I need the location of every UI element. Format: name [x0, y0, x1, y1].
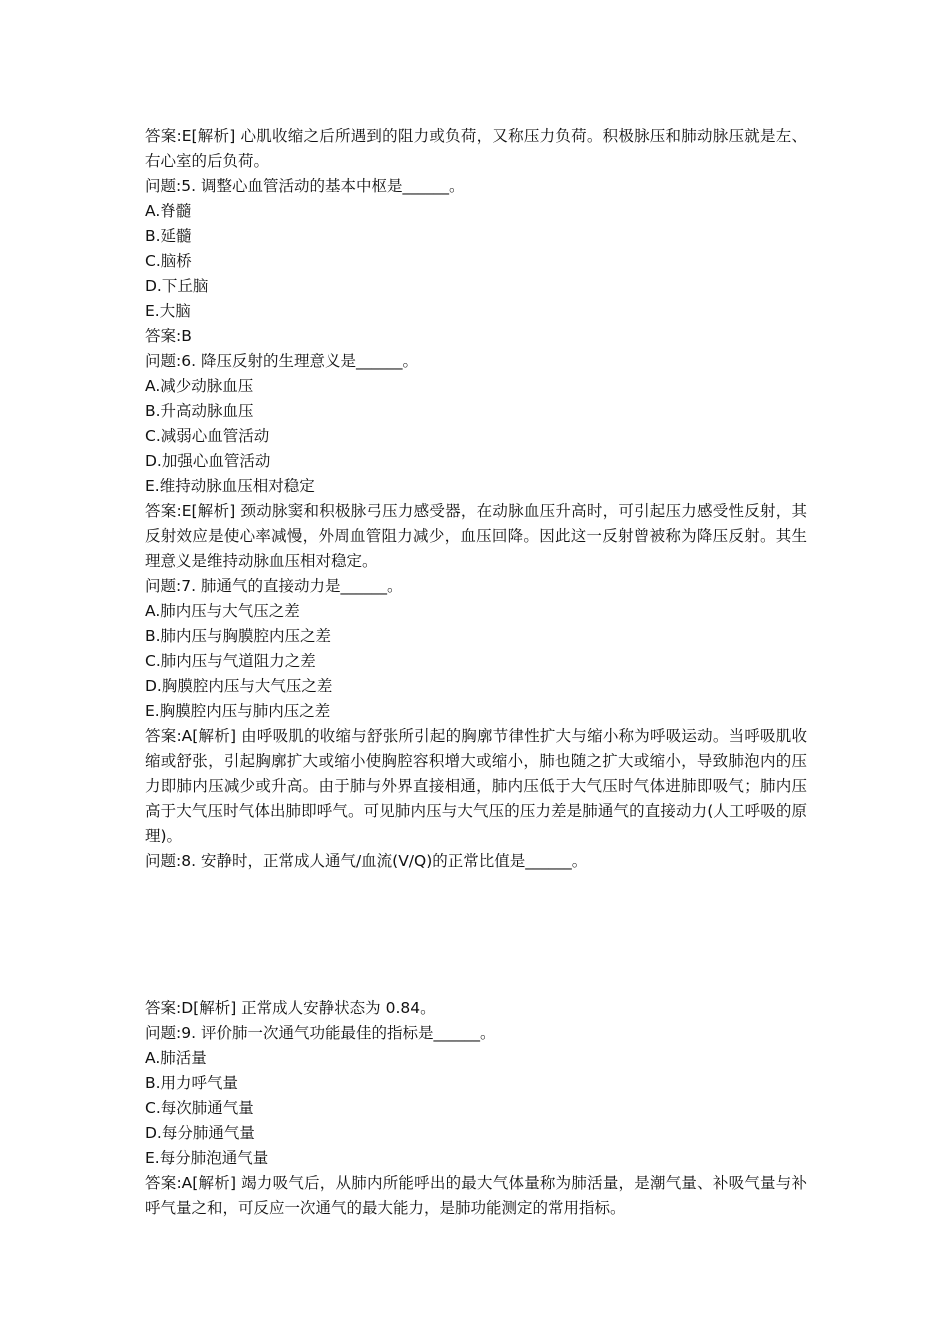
question-6: 问题:6. 降压反射的生理意义是______。	[145, 352, 418, 370]
option-q9-d: D.每分肺通气量	[145, 1124, 255, 1142]
answer-q4: 答案:E[解析] 心肌收缩之后所遇到的阻力或负荷，又称压力负荷。积极脉压和肺动脉压就是左、右心室的后负荷。	[145, 127, 807, 170]
text-block-bottom	[145, 996, 807, 1221]
option-q5-b: B.延髓	[145, 227, 192, 245]
option-q9-a: A.肺活量	[145, 1049, 207, 1067]
option-q5-d: D.下丘脑	[145, 277, 209, 295]
text-block-top	[145, 124, 807, 874]
option-q9-c: C.每次肺通气量	[145, 1099, 254, 1117]
question-5: 问题:5. 调整心血管活动的基本中枢是______。	[145, 177, 465, 195]
option-q7-a: A.肺内压与大气压之差	[145, 602, 300, 620]
option-q5-e: E.大脑	[145, 302, 191, 320]
option-q7-b: B.肺内压与胸膜腔内压之差	[145, 627, 332, 645]
question-9: 问题:9. 评价肺一次通气功能最佳的指标是______。	[145, 1024, 496, 1042]
option-q6-c: C.减弱心血管活动	[145, 427, 270, 445]
option-q6-e: E.维持动脉血压相对稳定	[145, 477, 315, 495]
answer-q5: 答案:B	[145, 327, 192, 345]
answer-q7: 答案:A[解析] 由呼吸肌的收缩与舒张所引起的胸廓节律性扩大与缩小称为呼吸运动。当呼吸肌收缩或舒张，引起胸廓扩大或缩小使胸腔容积增大或缩小，肺也随之扩大或缩小，导致肺泡内的压力即肺内压减少或升高。由于肺与外界直接相通，肺内压低于大气压时气体进肺即吸气；肺内压高于大气压时气体出肺即呼气。可见肺内压与大气压的压力差是肺通气的直接动力(人工呼吸的原理)。	[145, 727, 807, 845]
option-q9-e: E.每分肺泡通气量	[145, 1149, 269, 1167]
answer-q6: 答案:E[解析] 颈动脉窦和积极脉弓压力感受器，在动脉血压升高时，可引起压力感受性反射，其反射效应是使心率减慢，外周血管阻力减少，血压回降。因此这一反射曾被称为降压反射。其生理意义是维持动脉血压相对稳定。	[145, 502, 807, 570]
option-q5-c: C.脑桥	[145, 252, 192, 270]
option-q6-d: D.加强心血管活动	[145, 452, 271, 470]
answer-q8: 答案:D[解析] 正常成人安静状态为 0.84。	[145, 999, 436, 1017]
question-7: 问题:7. 肺通气的直接动力是______。	[145, 577, 403, 595]
option-q7-c: C.肺内压与气道阻力之差	[145, 652, 316, 670]
option-q6-b: B.升高动脉血压	[145, 402, 254, 420]
option-q7-d: D.胸膜腔内压与大气压之差	[145, 677, 333, 695]
option-q7-e: E.胸膜腔内压与肺内压之差	[145, 702, 331, 720]
option-q6-a: A.减少动脉血压	[145, 377, 254, 395]
answer-q9: 答案:A[解析] 竭力吸气后，从肺内所能呼出的最大气体量称为肺活量，是潮气量、补吸气量与补呼气量之和，可反应一次通气的最大能力，是肺功能测定的常用指标。	[145, 1174, 807, 1217]
option-q9-b: B.用力呼气量	[145, 1074, 239, 1092]
question-8: 问题:8. 安静时，正常成人通气/血流(V/Q)的正常比值是______。	[145, 852, 588, 870]
option-q5-a: A.脊髓	[145, 202, 192, 220]
